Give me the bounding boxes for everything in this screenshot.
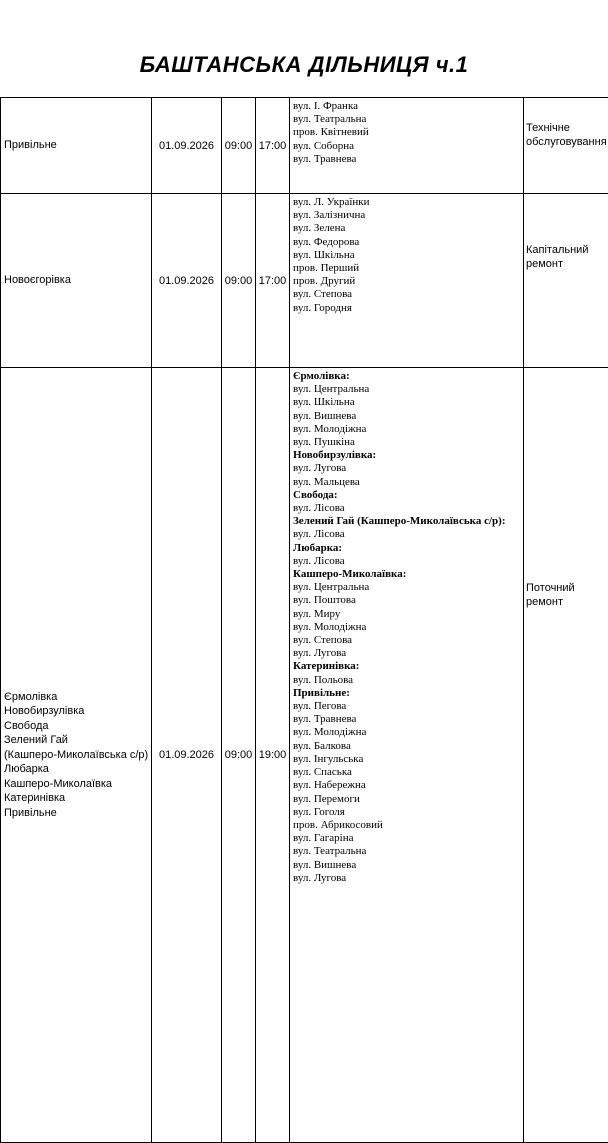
settlement-name: Любарка xyxy=(4,762,151,777)
settlement-heading: Любарка: xyxy=(293,542,523,555)
street-item: вул. Вишнева xyxy=(293,859,523,872)
street-item: пров. Другий xyxy=(293,275,523,288)
street-item: вул. Молодіжна xyxy=(293,621,523,634)
settlement-name: Новобирзулівка xyxy=(4,704,151,719)
time-to-cell: 17:00 xyxy=(256,194,290,368)
reason-text: Поточний xyxy=(526,582,608,596)
street-item: вул. Залізнична xyxy=(293,209,523,222)
street-item: вул. Польова xyxy=(293,674,523,687)
street-item: вул. Лугова xyxy=(293,872,523,885)
street-item: вул. Федорова xyxy=(293,236,523,249)
time-from-cell: 09:00 xyxy=(222,368,256,1143)
settlement-cell xyxy=(1,368,152,1143)
time-from-cell: 09:00 xyxy=(222,194,256,368)
street-item: вул. Гоголя xyxy=(293,806,523,819)
settlement-heading: Зелений Гай (Кашперо-Миколаївська с/р): xyxy=(293,515,523,528)
time-to-cell: 19:00 xyxy=(256,368,290,1143)
settlement-name: Свобода xyxy=(4,719,151,734)
street-item: вул. Соборна xyxy=(293,140,523,153)
streets-cell xyxy=(290,194,524,368)
street-item: вул. Лісова xyxy=(293,502,523,515)
street-item: вул. Шкільна xyxy=(293,396,523,409)
street-item: вул. Шкільна xyxy=(293,249,523,262)
street-item: вул. Зелена xyxy=(293,222,523,235)
street-item: вул. Пегова xyxy=(293,700,523,713)
street-item: пров. Абрикосовий xyxy=(293,819,523,832)
time-to-cell: 17:00 xyxy=(256,98,290,194)
street-item: вул. Театральна xyxy=(293,113,523,126)
page-title: БАШТАНСЬКА ДІЛЬНИЦЯ ч.1 xyxy=(0,52,608,78)
settlement-cell xyxy=(1,98,152,194)
settlement-heading: Новобирзулівка: xyxy=(293,449,523,462)
street-item: вул. Степова xyxy=(293,634,523,647)
street-item: вул. Пушкіна xyxy=(293,436,523,449)
reason-cell xyxy=(524,194,608,368)
reason-text: обслуговування xyxy=(526,136,608,150)
settlement-name: Катеринівка xyxy=(4,791,151,806)
street-item: вул. Лугова xyxy=(293,462,523,475)
street-item: вул. Молодіжна xyxy=(293,423,523,436)
date-cell: 01.09.2026 xyxy=(152,194,222,368)
reason-text: Технічне xyxy=(526,122,608,136)
street-item: вул. Центральна xyxy=(293,581,523,594)
outage-schedule-table xyxy=(0,97,608,1143)
street-item: вул. Травнева xyxy=(293,713,523,726)
settlement-heading: Кашперо-Миколаївка: xyxy=(293,568,523,581)
street-item: вул. Спаська xyxy=(293,766,523,779)
street-item: вул. Набережна xyxy=(293,779,523,792)
street-item: вул. Театральна xyxy=(293,845,523,858)
street-item: вул. Л. Українки xyxy=(293,196,523,209)
reason-cell xyxy=(524,368,608,1143)
street-item: вул. Центральна xyxy=(293,383,523,396)
settlement-cell xyxy=(1,194,152,368)
street-item: вул. І. Франка xyxy=(293,100,523,113)
time-from-cell: 09:00 xyxy=(222,98,256,194)
table-row xyxy=(1,98,608,194)
street-item: вул. Лісова xyxy=(293,555,523,568)
settlement-name: Кашперо-Миколаївка xyxy=(4,777,151,792)
settlement-name: Привільне xyxy=(4,806,151,821)
settlement-heading: Єрмолівка: xyxy=(293,370,523,383)
street-item: вул. Городня xyxy=(293,302,523,315)
reason-text: Капітальний xyxy=(526,244,608,258)
street-item: пров. Квітневий xyxy=(293,126,523,139)
street-item: вул. Балкова xyxy=(293,740,523,753)
date-cell: 01.09.2026 xyxy=(152,98,222,194)
streets-cell xyxy=(290,98,524,194)
street-item: вул. Вишнева xyxy=(293,410,523,423)
street-item: вул. Лугова xyxy=(293,647,523,660)
reason-text: ремонт xyxy=(526,258,608,272)
street-item: вул. Миру xyxy=(293,608,523,621)
street-item: вул. Перемоги xyxy=(293,793,523,806)
street-item: вул. Степова xyxy=(293,288,523,301)
table-row xyxy=(1,194,608,368)
street-item: вул. Лісова xyxy=(293,528,523,541)
street-item: вул. Мальцева xyxy=(293,476,523,489)
street-item: вул. Поштова xyxy=(293,594,523,607)
streets-cell xyxy=(290,368,524,1143)
reason-cell xyxy=(524,98,608,194)
settlement-heading: Катеринівка: xyxy=(293,660,523,673)
street-item: пров. Перший xyxy=(293,262,523,275)
settlement-name: Привільне xyxy=(4,138,151,153)
table-row xyxy=(1,368,608,1143)
settlement-name: (Кашперо-Миколаївська с/р) xyxy=(4,748,151,763)
settlement-heading: Свобода: xyxy=(293,489,523,502)
reason-text: ремонт xyxy=(526,596,608,610)
settlement-name: Зелений Гай xyxy=(4,733,151,748)
street-item: вул. Гагаріна xyxy=(293,832,523,845)
date-cell: 01.09.2026 xyxy=(152,368,222,1143)
street-item: вул. Молодіжна xyxy=(293,726,523,739)
settlement-name: Новоєгорівка xyxy=(4,273,151,288)
street-item: вул. Інгульська xyxy=(293,753,523,766)
settlement-name: Єрмолівка xyxy=(4,690,151,705)
street-item: вул. Травнева xyxy=(293,153,523,166)
settlement-heading: Привільне: xyxy=(293,687,523,700)
